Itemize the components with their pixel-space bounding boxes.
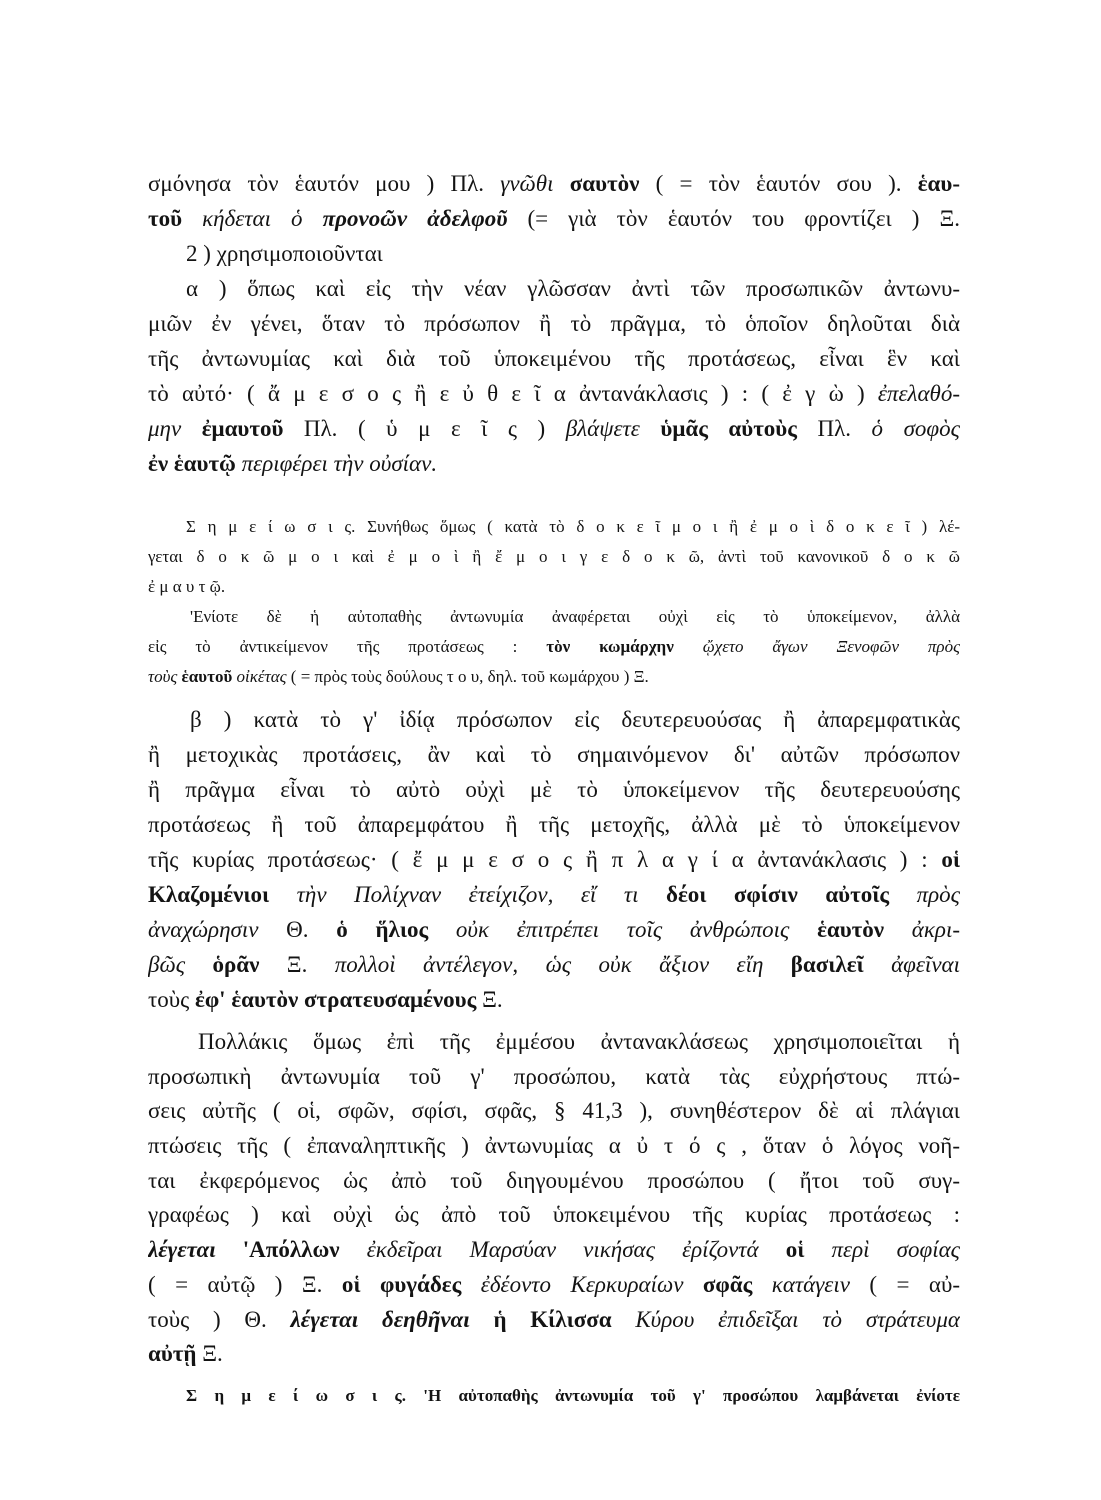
text-line (148, 737, 960, 772)
bold-run: ὁρᾶν (212, 952, 260, 977)
text-line (148, 341, 960, 376)
text-run: τῆς ἀντωνυμίας καὶ διὰ τοῦ ὑποκειμένου τῆς προτάσεως, εἶναι ἓν καὶ (148, 346, 960, 371)
text-line (148, 912, 960, 947)
bold-run: δέοι σφίσιν αὐτοῖς (666, 882, 890, 907)
text-line (148, 236, 960, 271)
text-run: μιῶν ἐν γένει, ὅταν τὸ πρόσωπον ἢ τὸ πρᾶγμα, τὸ ὁποῖον δηλοῦται διὰ (148, 311, 960, 336)
text-line (148, 982, 960, 1017)
italic-run: ἀναχώρησιν (148, 917, 259, 942)
text-line (148, 1094, 960, 1129)
bold-run: βασιλεῖ (790, 952, 864, 977)
italic-run: ἐδέοντο Κερκυραίων (461, 1271, 703, 1297)
text-run: (= γιὰ τὸν ἑαυτόν του φροντίζει ) Ξ. (507, 206, 960, 231)
text-run: 2 ) χρησιμοποιοῦνται (186, 241, 383, 266)
text-run: 'Ενίοτε δὲ ἡ αὐτοπαθὴς ἀντωνυμία ἀναφέρεται οὐχὶ εἰς τὸ ὑποκείμενον, ἀλλὰ (190, 607, 960, 626)
text-line (148, 947, 960, 982)
text-run: Σ η μ ε ί ω σ ι ς. Συνήθως ὅμως ( κατὰ τὸ δ ο κ ε ῖ μ ο ι ἢ ἐ μ ο ὶ δ ο κ ε ῖ ) λέ- (186, 517, 960, 536)
text-run: πτώσεις τῆς ( ἐπαναληπτικῆς ) ἀντωνυμίας α ὐ τ ό ς , ὅταν ὁ λόγος νοῆ- (148, 1133, 960, 1159)
text-line (148, 446, 960, 481)
bold-italic-run: λέγεται (148, 1237, 243, 1263)
text-line (148, 1381, 960, 1411)
text-line (148, 411, 960, 446)
text-line (148, 1129, 960, 1164)
text-run: γεται δ ο κ ῶ μ ο ι καὶ ἐ μ ο ὶ ἢ ἔ μ ο ι γ ε δ ο κ ῶ, ἀντὶ τοῦ κανονικοῦ δ ο κ ῶ (148, 547, 960, 566)
text-run: ἢ πρᾶγμα εἶναι τὸ αὐτὸ οὐχὶ μὲ τὸ ὑποκείμενον τῆς δευτερευούσης (148, 777, 960, 802)
bold-run: οἱ φυγάδες (341, 1271, 462, 1297)
text-line (148, 1164, 960, 1199)
text-line (148, 376, 960, 411)
bold-run: ἐν ἑαυτῷ (148, 451, 242, 476)
bold-run: ἑαυτοῦ (181, 667, 233, 686)
text-run: Πλ. ( ὑ μ ε ῖ ς ) (283, 416, 566, 441)
text-run: Πλ. (796, 416, 872, 441)
text-run: τῆς κυρίας προτάσεως· ( ἔ μ μ ε σ ο ς ἢ π λ α γ ί α ἀντανάκλασις ) : (148, 847, 942, 872)
text-run: σμόνησα τὸν ἑαυτόν μου ) Πλ. (148, 171, 501, 196)
bold-run: ἑαυ- (917, 171, 960, 196)
text-run: ( = αὐ- (849, 1271, 960, 1297)
text-run: προτάσεως ἢ τοῦ ἀπαρεμφάτου ἢ τῆς μετοχῆς, ἀλλὰ μὲ τὸ ὑποκείμενον (148, 812, 960, 837)
text-line (148, 602, 960, 632)
text-run: εἰς τὸ ἀντικείμενον τῆς προτάσεως : (148, 637, 547, 656)
text-run: τοὺς ) Θ. (148, 1306, 291, 1332)
bold-run: σφᾶς (702, 1271, 753, 1297)
italic-run: βῶς (148, 952, 213, 977)
text-line (148, 166, 960, 201)
bold-run: τὸν κωμάρχην (546, 637, 674, 656)
italic-run: κατάγειν (752, 1271, 850, 1297)
text-run: γραφέως ) καὶ οὐχὶ ὡς ἀπὸ τοῦ ὑποκειμένου τῆς κυρίας προτάσεως : (148, 1202, 960, 1228)
text-line (148, 1268, 960, 1303)
italic-run: κήδεται ὁ (202, 206, 323, 231)
bold-run: ὑμᾶς αὐτοὺς (660, 416, 797, 441)
italic-run: ἀφεῖναι (863, 952, 960, 977)
italic-run: πολλοὶ ἀντέλεγον, ὡς οὐκ ἄξιον εἴη (334, 952, 791, 977)
italic-run: μην (148, 416, 202, 441)
section-reflexive-direct (148, 166, 960, 481)
italic-run: περὶ σοφίας (804, 1237, 960, 1263)
text-run: α ) ὅπως καὶ εἰς τὴν νέαν γλῶσσαν ἀντὶ τῶν προσωπικῶν ἀντωνυ- (186, 276, 960, 301)
text-line (148, 632, 960, 662)
italic-run: τοὺς (148, 667, 182, 686)
text-line (148, 306, 960, 341)
text-line (148, 1337, 960, 1372)
bold-run: 'Απόλλων (242, 1237, 340, 1263)
bold-run: Κλαζομένιοι (148, 882, 270, 907)
text-run: τὸ αὐτό· ( ἄ μ ε σ ο ς ἢ ε ὐ θ ε ῖ α ἀντανάκλασις ) : ( ἐ γ ὼ ) (148, 381, 878, 406)
text-line (148, 772, 960, 807)
text-run: σεις αὐτῆς ( οἱ, σφῶν, σφίσι, σφᾶς, § 41,3 ), συνηθέστερον δὲ αἱ πλάγιαι (148, 1098, 960, 1124)
bold-run: ἐφ' ἑαυτὸν στρατευσαμένους (195, 987, 477, 1012)
text-run: ἐ μ α υ τ ῷ. (148, 577, 226, 596)
italic-run: βλάψετε (565, 416, 661, 441)
text-line (148, 1198, 960, 1233)
text-run: τοὺς (148, 987, 195, 1012)
section-note (148, 512, 960, 692)
italic-run: ἐπελαθό- (877, 381, 960, 406)
bold-run: ὁ ἥλιος (336, 917, 429, 942)
text-run: ἢ μετοχικὰς προτάσεις, ἂν καὶ τὸ σημαινόμενον δι' αὐτῶν πρόσωπον (148, 742, 960, 767)
bold-run: ἑαυτὸν (817, 917, 885, 942)
text-run: ( = αὐτῷ ) Ξ. (148, 1271, 342, 1297)
text-run: Ξ. (259, 952, 335, 977)
text-run: ται ἐκφερόμενος ὡς ἀπὸ τοῦ διηγουμένου προσώπου ( ἤτοι τοῦ συγ- (148, 1167, 960, 1193)
section-reflexive-indirect (148, 702, 960, 1017)
text-run: ( = πρὸς τοὺς δούλους τ ο υ, δηλ. τοῦ κωμάρχου ) Ξ. (286, 667, 649, 686)
bold-run: οἱ (785, 1237, 805, 1263)
text-line (148, 807, 960, 842)
section-note-trailing (148, 1381, 960, 1411)
italic-run: ᾤχετο ἄγων Ξενοφῶν πρὸς (673, 637, 960, 656)
bold-italic-run: προνοῶν ἀδελφοῦ (322, 206, 508, 231)
text-line (148, 512, 960, 542)
italic-run: Κύρου ἐπιδεῖξαι τὸ στράτευμα (611, 1306, 960, 1332)
text-line (148, 572, 960, 602)
text-run: Πολλάκις ὅμως ἐπὶ τῆς ἐμμέσου ἀντανακλάσεως χρησιμοποιεῖται ἡ (198, 1029, 960, 1054)
text-line (148, 271, 960, 306)
bold-run: σαυτὸν (569, 171, 640, 196)
text-run: 'Η αὐτοπαθὴς ἀντωνυμία τοῦ γ' προσώπου λαμβάνεται ἐνίοτε (423, 1386, 960, 1405)
bold-run: οἱ (941, 847, 960, 872)
text-line (148, 201, 960, 236)
text-line (148, 1233, 960, 1268)
italic-run: ἐκδεῖραι Μαρσύαν νικήσας ἐρίζοντά (339, 1237, 786, 1263)
italic-run: πρὸς (889, 882, 960, 907)
bold-run: ἐμαυτοῦ (201, 416, 284, 441)
text-line (148, 702, 960, 737)
text-line (148, 842, 960, 877)
text-line (148, 1060, 960, 1095)
italic-run: ὁ σοφὸς (871, 416, 960, 441)
italic-run: ἀκρι- (884, 917, 960, 942)
bold-run: τοῦ (148, 206, 203, 231)
text-line (148, 877, 960, 912)
text-line (148, 542, 960, 572)
italic-run: τὴν Πολίχναν ἐτείχιζον, εἴ τι (269, 882, 666, 907)
bold-run: ἡ Κίλισσα (493, 1306, 612, 1332)
italic-run: οἰκέτας (232, 667, 287, 686)
text-run: Ξ. (196, 1341, 223, 1367)
italic-run: γνῶθι (500, 171, 570, 196)
section-paragraph (148, 1025, 960, 1372)
text-line (148, 1025, 960, 1060)
italic-run: οὐκ ἐπιτρέπει τοῖς ἀνθρώποις (428, 917, 818, 942)
text-run: ( = τὸν ἑαυτόν σου ). (639, 171, 918, 196)
text-run: προσωπικὴ ἀντωνυμία τοῦ γ' προσώπου, κατὰ τὰς εὐχρήστους πτώ- (148, 1063, 960, 1089)
bold-italic-run: λέγεται δεηθῆναι (290, 1306, 494, 1332)
text-run: Σ η μ ε ί ω σ ι ς. (186, 1386, 424, 1405)
bold-run: αὐτῇ (148, 1341, 197, 1367)
text-line (148, 662, 960, 692)
text-run: β ) κατὰ τὸ γ' ἰδίᾳ πρόσωπον εἰς δευτερευούσας ἢ ἀπαρεμφατικὰς (190, 707, 960, 732)
text-line (148, 1303, 960, 1338)
text-run: Θ. (258, 917, 337, 942)
text-run: Ξ. (476, 987, 503, 1012)
italic-run: περιφέρει τὴν οὐσίαν. (241, 451, 438, 476)
